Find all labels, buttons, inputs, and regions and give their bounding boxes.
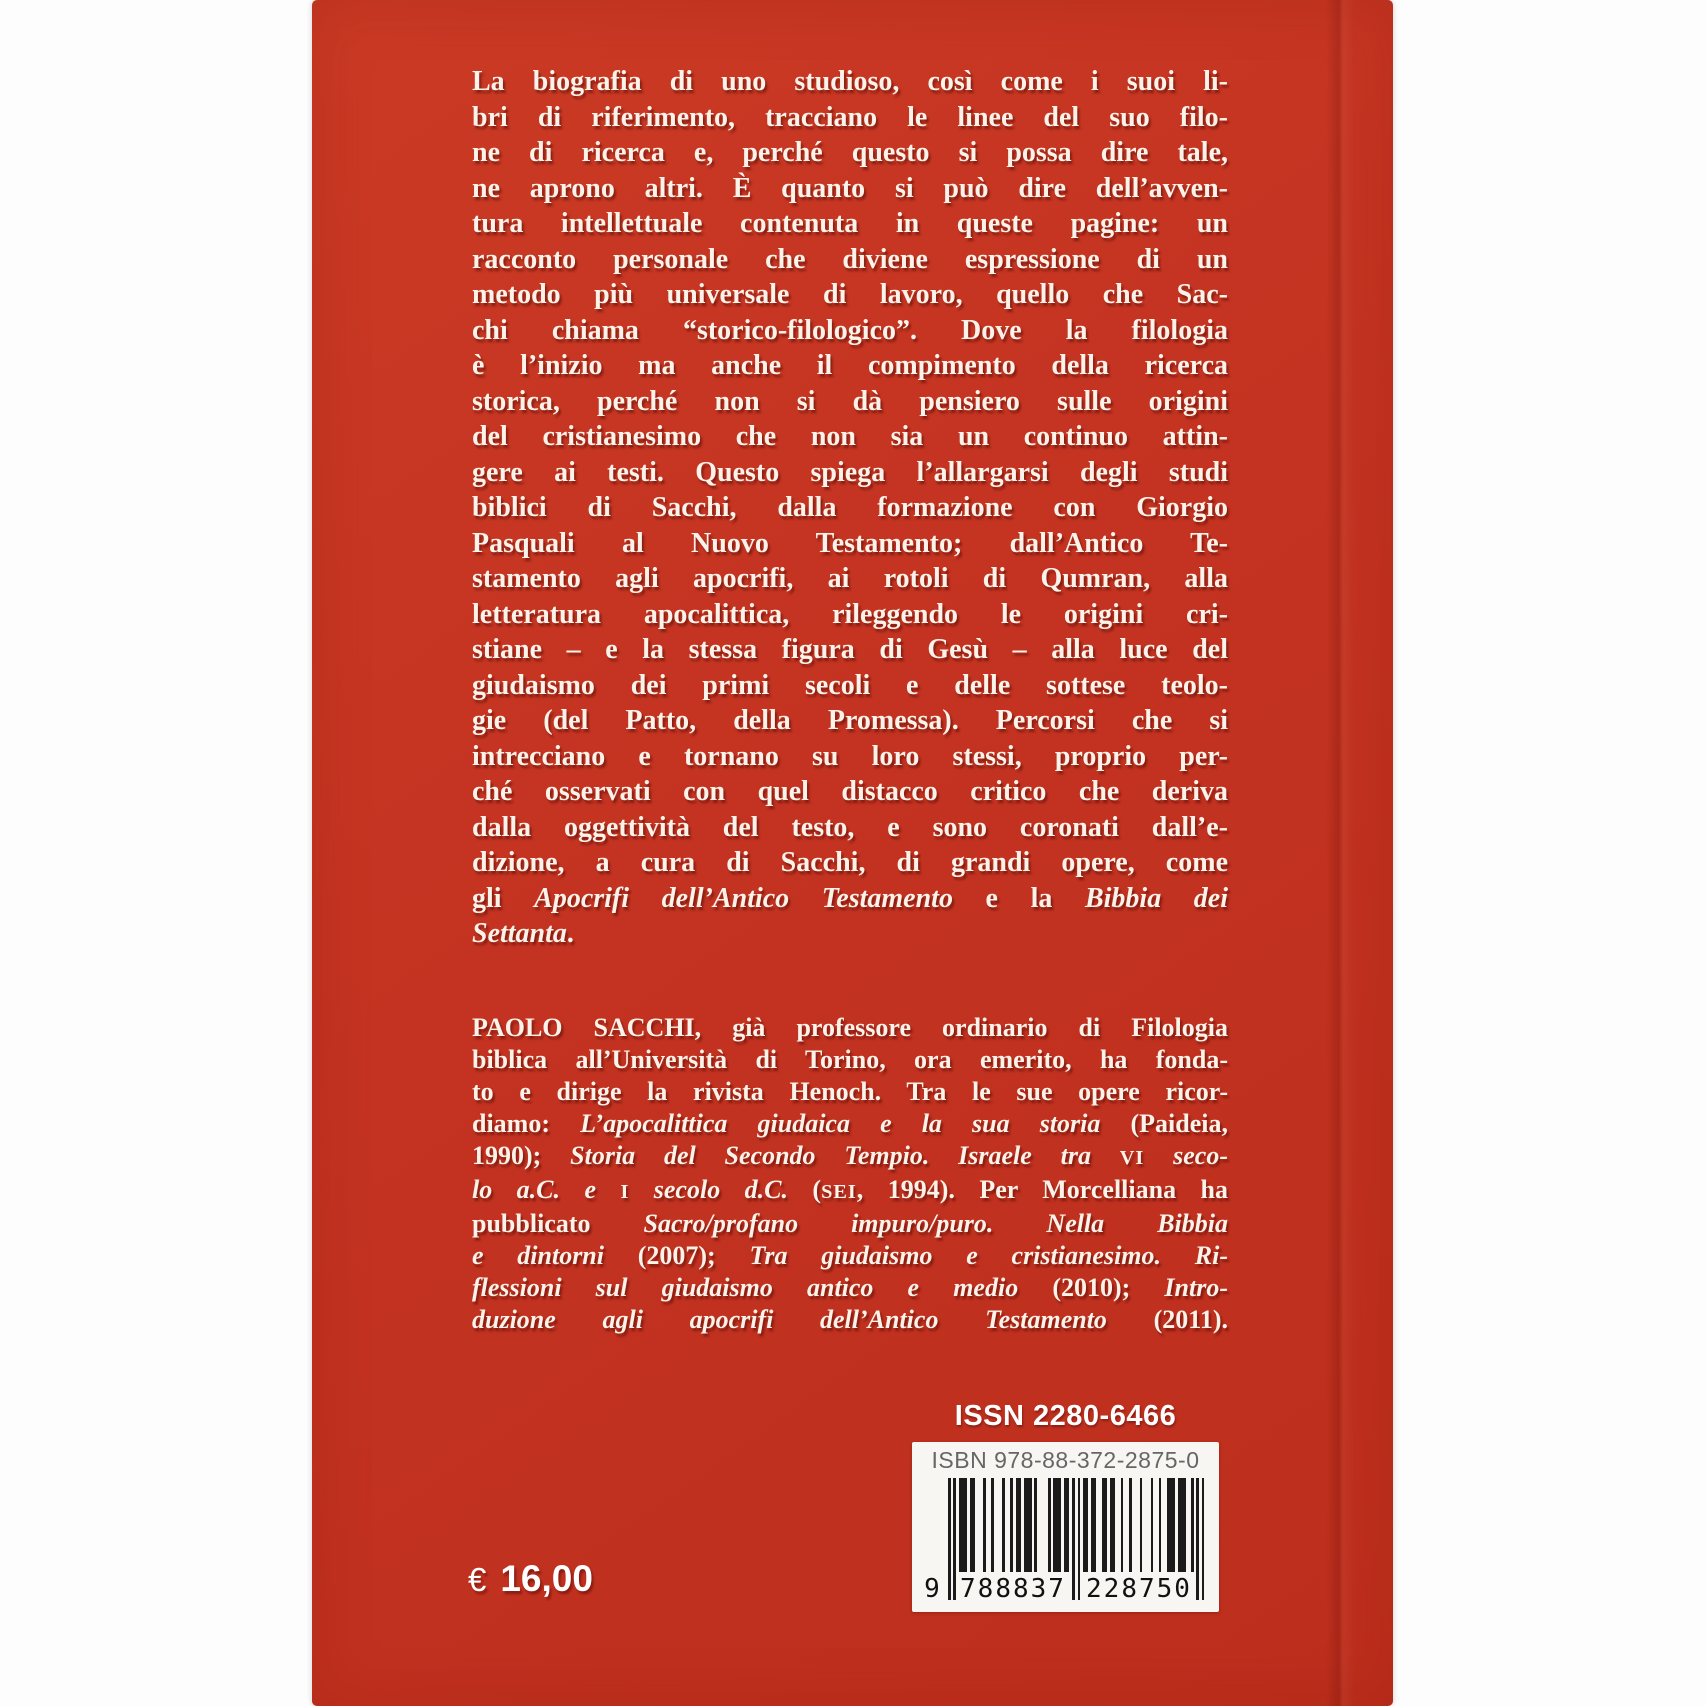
barcode-bar <box>1121 1478 1124 1572</box>
text-line: ché osservati con quel distacco critico che deriva <box>472 776 1228 807</box>
barcode-first-digit: 9 <box>924 1574 940 1604</box>
text-line: letteratura apocalittica, rileggendo le origini cri- <box>472 598 1228 630</box>
price-amount: 16,00 <box>500 1558 593 1599</box>
text-line: storica, perché non si dà pensiero sulle origini <box>472 385 1228 417</box>
author-bio-paragraph <box>472 1012 1228 1336</box>
text-line: biblica all’Università di Torino, ora emerito, ha fonda- <box>472 1045 1228 1074</box>
price-label <box>468 1558 593 1600</box>
text-line: intrecciano e tornano su loro stessi, proprio per- <box>472 740 1228 772</box>
text-line: 1990); Storia del Secondo Tempio. Israele tra VI seco- <box>472 1141 1228 1170</box>
barcode-bar <box>1048 1478 1051 1572</box>
text-line: chi chiama “storico-filologico”. Dove la filologia <box>472 314 1228 346</box>
barcode-bar <box>1002 1478 1005 1572</box>
barcode-bar <box>1191 1478 1194 1572</box>
text-line: duzione agli apocrifi dell’Antico Testamento (2011). <box>472 1305 1228 1334</box>
barcode-bar <box>1110 1478 1115 1572</box>
barcode-bar <box>1034 1478 1037 1572</box>
isbn-barcode-panel <box>912 1442 1219 1612</box>
barcode-bar <box>983 1478 986 1572</box>
book-back-cover <box>312 0 1393 1706</box>
text-line: bri di riferimento, tracciano le linee del suo filo- <box>472 101 1228 133</box>
text-line: del cristianesimo che non sia un continuo attin- <box>472 421 1228 452</box>
text-line: dalla oggettività del testo, e sono coronati dall’e- <box>472 811 1228 843</box>
barcode-bar <box>1024 1478 1032 1572</box>
text-line: gere ai testi. Questo spiega l’allargarsi degli studi <box>472 456 1228 488</box>
issn-label: ISSN 2280-6466 <box>954 1400 1177 1432</box>
text-line: ne aprono altri. È quanto si può dire dell’avven- <box>472 172 1228 204</box>
text-line: ne di ricerca e, perché questo si possa dire tale, <box>472 137 1228 168</box>
barcode-bar <box>959 1478 967 1572</box>
text-line: stiane – e la stessa figura di Gesù – alla luce del <box>472 634 1228 665</box>
barcode-bar <box>948 1478 951 1600</box>
barcode-bar <box>1202 1478 1205 1600</box>
barcode-bar <box>953 1478 956 1600</box>
barcode-bar <box>1140 1478 1143 1572</box>
text-line: gli Apocrifi dell’Antico Testamento e la Bibbia dei <box>472 882 1228 914</box>
barcode-bar <box>1016 1478 1021 1572</box>
text-line: racconto personale che diviene espressione di un <box>472 243 1228 275</box>
text-line: tura intellettuale contenuta in queste pagine: un <box>472 208 1228 239</box>
text-line: e dintorni (2007); Tra giudaismo e cristianesimo. Ri- <box>472 1241 1229 1270</box>
barcode-bar <box>1102 1478 1107 1572</box>
text-line: metodo più universale di lavoro, quello che Sac- <box>472 279 1228 310</box>
barcode-bar <box>1178 1478 1186 1572</box>
text-line: diamo: L’apocalittica giudaica e la sua storia (Paideia, <box>472 1109 1228 1138</box>
text-line: gie (del Patto, della Promessa). Percorsi che si <box>472 705 1228 736</box>
barcode-bar <box>1078 1478 1081 1600</box>
text-line: La biografia di uno studioso, così come i suoi li- <box>472 66 1228 97</box>
text-line: flessioni sul giudaismo antico e medio (2010); Intro- <box>472 1273 1228 1302</box>
text-line: PAOLO SACCHI, già professore ordinario di Filologia <box>472 1013 1228 1042</box>
text-line: è l’inizio ma anche il compimento della ricerca <box>472 350 1228 381</box>
barcode-bar <box>970 1478 975 1572</box>
text-line: to e dirige la rivista Henoch. Tra le sue opere ricor- <box>472 1077 1228 1106</box>
barcode-bar <box>1151 1478 1154 1572</box>
description-paragraph <box>472 64 1228 952</box>
text-line: dizione, a cura di Sacchi, di grandi opere, come <box>472 847 1228 878</box>
text-line: lo a.C. e I secolo d.C. (SEI, 1994). Per Morcelliana ha <box>472 1175 1228 1204</box>
text-line: stamento agli apocrifi, ai rotoli di Qumran, alla <box>472 563 1228 594</box>
barcode-bar <box>1083 1478 1088 1572</box>
barcode-bar <box>1064 1478 1069 1572</box>
barcode-bar <box>1072 1478 1075 1600</box>
barcode-right-digits: 228750 <box>1086 1574 1192 1604</box>
barcode-left-digits: 788837 <box>960 1574 1066 1604</box>
text-line: Pasquali al Nuovo Testamento; dall’Antico Te- <box>472 527 1228 559</box>
ean-barcode <box>924 1478 1205 1608</box>
isbn-number-label: ISBN 978-88-372-2875-0 <box>931 1447 1200 1473</box>
barcode-bar <box>1129 1478 1132 1572</box>
barcode-bar <box>1091 1478 1096 1572</box>
barcode-bar <box>1053 1478 1061 1572</box>
text-line: biblici di Sacchi, dalla formazione con Giorgio <box>472 492 1228 523</box>
text-line: giudaismo dei primi secoli e delle sottese teolo- <box>472 669 1228 701</box>
barcode-bar <box>1159 1478 1162 1572</box>
barcode-bar <box>1010 1478 1013 1572</box>
euro-sign: € <box>468 1561 487 1598</box>
text-line: pubblicato Sacro/profano impuro/puro. Nella Bibbia <box>472 1209 1228 1238</box>
barcode-bar <box>1167 1478 1175 1572</box>
barcode-bar <box>1196 1478 1199 1600</box>
text-line: Settanta. <box>472 918 574 949</box>
barcode-bar <box>991 1478 994 1572</box>
spine-crease <box>1326 0 1354 1706</box>
